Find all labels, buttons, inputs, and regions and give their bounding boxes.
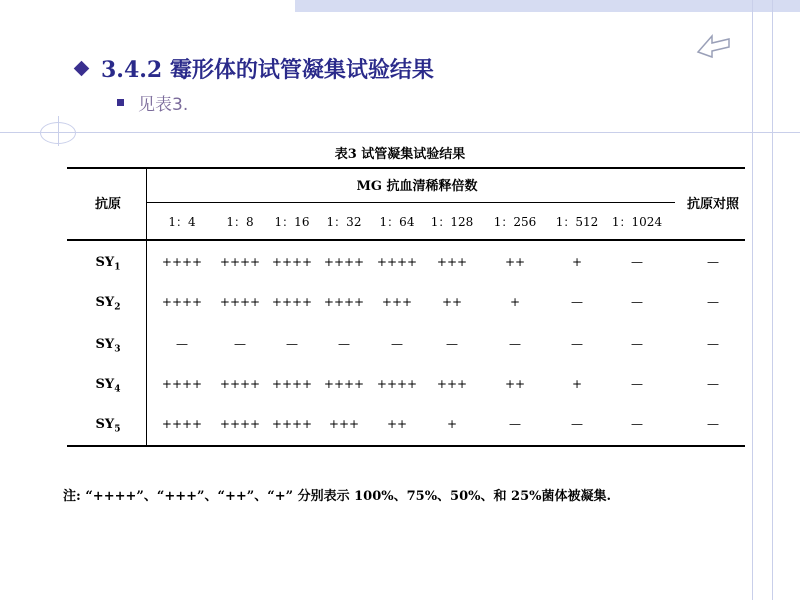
antigen-name: SY — [95, 255, 115, 270]
dilution-header-4: 1：32 — [326, 215, 362, 229]
row-antigen-label — [96, 337, 121, 355]
result-cell: ++++ — [376, 255, 418, 269]
antigen-subscript: 4 — [114, 384, 121, 395]
result-cell: ++ — [441, 295, 463, 309]
result-cell: — — [234, 337, 246, 351]
table-bottom-rule — [67, 445, 745, 447]
bullet-text: 见表3. — [138, 95, 189, 115]
heading-title: 霉形体的试管凝集试验结果 — [169, 56, 434, 83]
heading-number: 3.4.2 — [101, 56, 163, 83]
result-cell: ++++ — [219, 295, 261, 309]
dilution-group-header: MG 抗血清稀释倍数 — [356, 179, 478, 194]
table-caption: 表3 试管凝集试验结果 — [334, 147, 466, 162]
dilution-header-1: 1：4 — [168, 215, 196, 229]
result-cell: — — [707, 295, 719, 309]
result-cell: ++++ — [219, 377, 261, 391]
result-cell: — — [571, 295, 583, 309]
result-cell: +++ — [381, 295, 413, 309]
result-cell: + — [509, 295, 521, 309]
antigen-name: SY — [95, 417, 115, 432]
result-cell: ++ — [504, 255, 526, 269]
left-decorative-circle — [40, 122, 76, 144]
horizontal-decorative-line — [0, 132, 800, 133]
result-cell: + — [571, 255, 583, 269]
result-cell: — — [707, 337, 719, 351]
result-cell: ++++ — [271, 295, 313, 309]
result-cell: ++++ — [161, 295, 203, 309]
result-cell: + — [446, 417, 458, 431]
antigen-header: 抗原 — [94, 197, 122, 212]
diamond-bullet-icon — [74, 60, 90, 76]
result-cell: — — [631, 417, 643, 431]
result-cell: — — [631, 377, 643, 391]
result-cell: — — [707, 417, 719, 431]
result-cell: — — [631, 255, 643, 269]
dilution-header-7: 1：256 — [493, 215, 537, 229]
row-antigen-label — [96, 255, 121, 273]
row-antigen-label — [96, 295, 121, 313]
back-arrow-icon[interactable] — [696, 30, 732, 60]
table-subheader-rule — [147, 202, 675, 203]
row-antigen-label — [96, 377, 121, 395]
dilution-header-5: 1：64 — [379, 215, 415, 229]
result-cell: — — [391, 337, 403, 351]
result-cell: ++++ — [161, 417, 203, 431]
table-column-divider — [146, 167, 147, 447]
result-cell: ++++ — [271, 377, 313, 391]
result-cell: — — [509, 417, 521, 431]
result-cell: + — [571, 377, 583, 391]
antigen-name: SY — [95, 377, 115, 392]
result-cell: — — [571, 417, 583, 431]
result-cell: — — [631, 295, 643, 309]
control-header: 抗原对照 — [686, 197, 740, 212]
result-cell: ++++ — [323, 255, 365, 269]
dilution-header-6: 1：128 — [430, 215, 474, 229]
slide-heading — [76, 54, 434, 82]
antigen-subscript: 1 — [114, 262, 121, 273]
result-cell: — — [446, 337, 458, 351]
result-cell: ++++ — [161, 255, 203, 269]
result-cell: — — [571, 337, 583, 351]
antigen-name: SY — [95, 295, 115, 310]
antigen-subscript: 3 — [114, 344, 121, 355]
row-antigen-label — [96, 417, 121, 435]
result-cell: — — [707, 255, 719, 269]
table-top-rule — [67, 167, 745, 169]
result-cell: ++++ — [271, 255, 313, 269]
result-cell: — — [631, 337, 643, 351]
result-cell: — — [286, 337, 298, 351]
table-header-rule — [67, 239, 745, 241]
result-cell: ++++ — [219, 417, 261, 431]
result-cell: ++++ — [271, 417, 313, 431]
top-decorative-band — [295, 0, 800, 12]
result-cell: +++ — [328, 417, 360, 431]
bullet-item — [117, 90, 188, 115]
result-cell: ++ — [504, 377, 526, 391]
dilution-header-8: 1：512 — [555, 215, 599, 229]
result-cell: ++ — [386, 417, 408, 431]
dilution-header-3: 1：16 — [274, 215, 310, 229]
result-cell: — — [509, 337, 521, 351]
result-cell: ++++ — [376, 377, 418, 391]
antigen-subscript: 2 — [114, 302, 121, 313]
square-bullet-icon — [117, 99, 124, 106]
result-cell: ++++ — [161, 377, 203, 391]
results-table — [67, 167, 745, 447]
antigen-subscript: 5 — [114, 424, 121, 435]
right-decorative-line — [752, 0, 753, 600]
table-note: 注: “++++”、“+++”、“++”、“+” 分别表示 100%、75%、50%、和 25%菌体被凝集. — [63, 489, 611, 504]
result-cell: ++++ — [323, 295, 365, 309]
result-cell: +++ — [436, 255, 468, 269]
result-cell: — — [176, 337, 188, 351]
dilution-header-9: 1：1024 — [611, 215, 663, 229]
antigen-name: SY — [95, 337, 115, 352]
result-cell: — — [338, 337, 350, 351]
result-cell: — — [707, 377, 719, 391]
dilution-header-2: 1：8 — [226, 215, 254, 229]
right-decorative-line-2 — [772, 0, 773, 600]
result-cell: +++ — [436, 377, 468, 391]
result-cell: ++++ — [323, 377, 365, 391]
result-cell: ++++ — [219, 255, 261, 269]
